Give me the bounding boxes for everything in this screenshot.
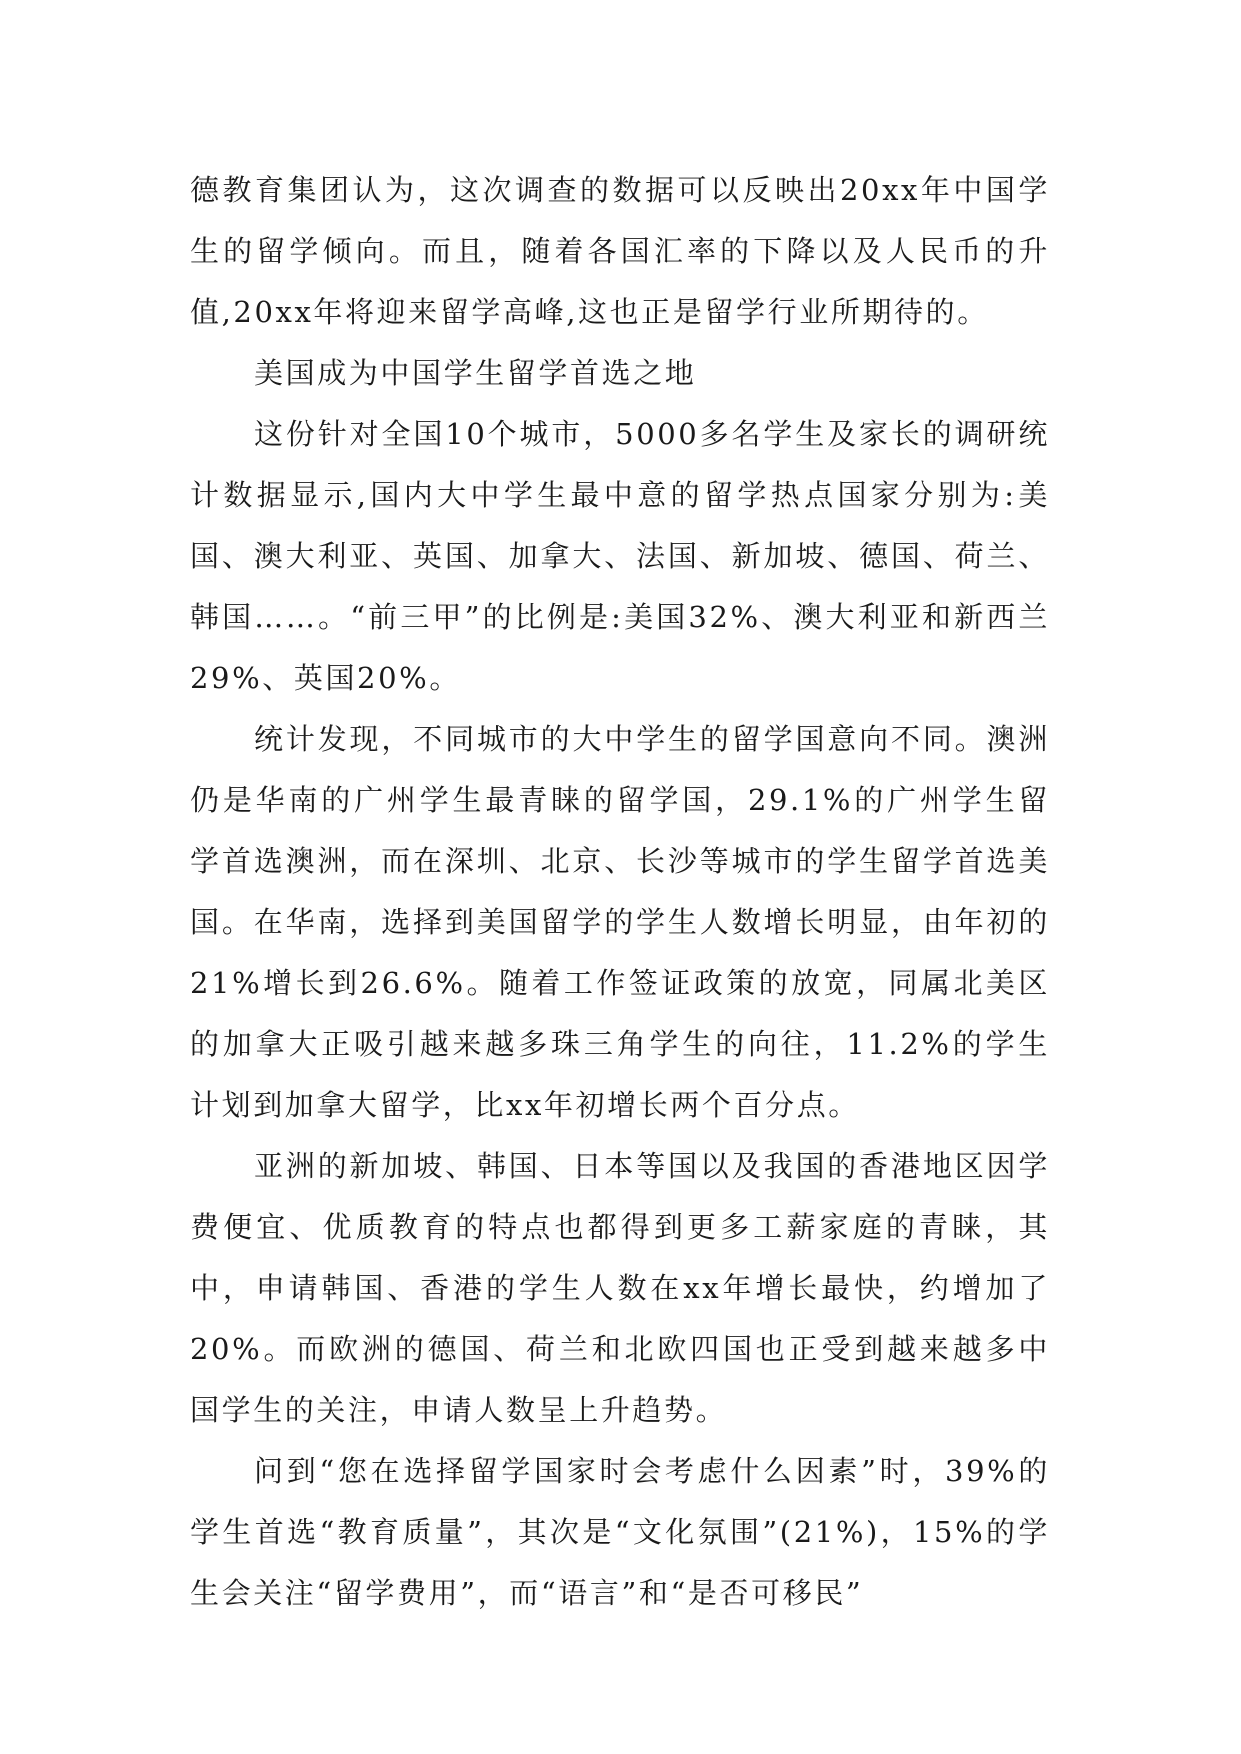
paragraph-continuation: 德教育集团认为，这次调查的数据可以反映出20xx年中国学生的留学倾向。而且，随着各国汇率的下降以及人民币的升值,20xx年将迎来留学高峰,这也正是留学行业所期待的。	[190, 173, 1050, 329]
paragraph-factors: 问到“您在选择留学国家时会考虑什么因素”时，39%的学生首选“教育质量”，其次是“文化氛围”(21%)，15%的学生会关注“留学费用”，而“语言”和“是否可移民”	[190, 1454, 1050, 1610]
paragraph-city-stats: 统计发现，不同城市的大中学生的留学国意向不同。澳洲仍是华南的广州学生最青睐的留学国，29.1%的广州学生留学首选澳洲，而在深圳、北京、长沙等城市的学生留学首选美国。在华南，选择到美国留学的学生人数增长明显，由年初的21%增长到26.6%。随着工作签证政策的放宽，同属北美区的加拿大正吸引越来越多珠三角学生的向往，11.2%的学生计划到加拿大留学，比xx年初增长两个百分点。	[190, 722, 1050, 1122]
paragraph-asia-europe: 亚洲的新加坡、韩国、日本等国以及我国的香港地区因学费便宜、优质教育的特点也都得到更多工薪家庭的青睐，其中，申请韩国、香港的学生人数在xx年增长最快，约增加了20%。而欧洲的德国、荷兰和北欧四国也正受到越来越多中国学生的关注，申请人数呈上升趋势。	[190, 1149, 1050, 1427]
paragraph-survey: 这份针对全国10个城市，5000多名学生及家长的调研统计数据显示,国内大中学生最中意的留学热点国家分别为:美国、澳大利亚、英国、加拿大、法国、新加坡、德国、荷兰、韩国……。“前三甲”的比例是:美国32%、澳大利亚和新西兰29%、英国20%。	[190, 417, 1050, 695]
document-body	[190, 160, 1050, 1624]
section-heading: 美国成为中国学生留学首选之地	[254, 356, 697, 390]
